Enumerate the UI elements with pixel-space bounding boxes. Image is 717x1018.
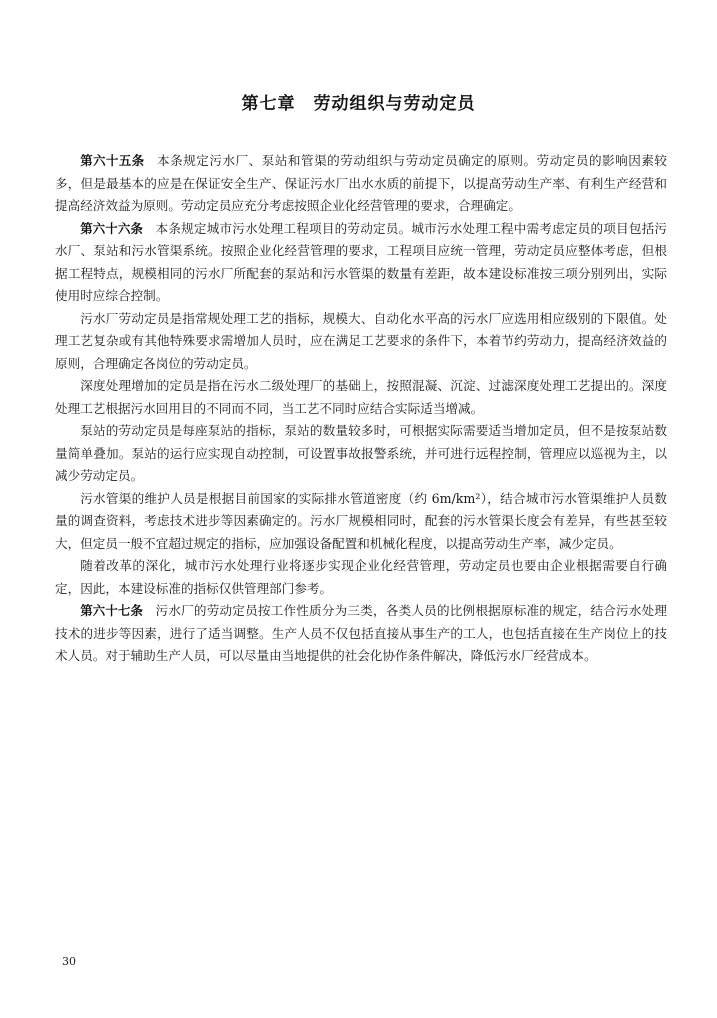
paragraph-text: 本条规定城市污水处理工程项目的劳动定员。城市污水处理工程中需考虑定员的项目包括污水厂、泵站和污水管渠系统。按照企业化经营管理的要求，工程项目应统一管理，劳动定员应整体考虑，但根据工程特点，规模相同的污水厂所配套的泵站和污水管渠的数量有差距，故本建设标准按三项分别列出，实际使用时应综合控制。 xyxy=(55,220,668,303)
paragraph-pipe-maintenance xyxy=(55,488,667,556)
paragraph-text: 污水厂劳动定员是指常规处理工艺的指标，规模大、自动化水平高的污水厂应选用相应级别的下限值。处理工艺复杂或有其他特殊要求需增加人员时，应在满足工艺要求的条件下，本着节约劳动力，提高经济效益的原则，合理确定各岗位的劳动定员。 xyxy=(55,310,667,371)
paragraph-advanced-treatment xyxy=(55,375,667,420)
paragraph-text: 本条规定污水厂、泵站和管渠的劳动组织与劳动定员确定的原则。劳动定员的影响因素较多，但是最基本的应是在保证安全生产、保证污水厂出水水质的前提下，以提高劳动生产率、有利生产经营和提高经济效益为原则。劳动定员应充分考虑按照企业化经营管理的要求，合理确定。 xyxy=(55,153,668,213)
paragraph-text: 污水厂的劳动定员按工作性质分为三类，各类人员的比例根据原标准的规定，结合污水处理技术的进步等因素，进行了适当调整。生产人员不仅包括直接从事生产的工人，也包括直接在生产岗位上的技术人员。对于辅助生产人员，可以尽量由当地提供的社会化协作条件解决，降低污水厂经营成本。 xyxy=(55,603,668,663)
paragraph-plant-staffing xyxy=(55,308,667,376)
paragraph-text: 污水管渠的维护人员是根据目前国家的实际排水管道密度（约 6m/km²），结合城市污水管渠维护人员数量的调查资料，考虑技术进步等因素确定的。污水厂规模相同时，配套的污水管渠长度会有差异，有些甚至较大，但定员一般不宜超过规定的指标，应加强设备配置和机械化程度，以提高劳动生产率，减少定员。 xyxy=(55,490,667,551)
article-label: 第六十五条 xyxy=(80,153,145,168)
article-label: 第六十六条 xyxy=(80,220,144,236)
paragraph-text: 泵站的劳动定员是每座泵站的指标，泵站的数量较多时，可根据实际需要适当增加定员，但不是按泵站数量简单叠加。泵站的运行应实现自动控制，可设置事故报警系统，并可进行远程控制，管理应以巡视为主，以减少劳动定员。 xyxy=(55,423,667,483)
paragraph-article-67 xyxy=(55,600,667,668)
paragraph-text: 随着改革的深化，城市污水处理行业将逐步实现企业化经营管理，劳动定员也要由企业根据需要自行确定，因此，本建设标准的指标仅供管理部门参考。 xyxy=(55,558,667,596)
article-label: 第六十七条 xyxy=(80,603,144,618)
paragraph-text: 深度处理增加的定员是指在污水二级处理厂的基础上，按照混凝、沉淀、过滤深度处理工艺提出的。深度处理工艺根据污水回用目的不同而不同，当工艺不同时应结合实际适当增减。 xyxy=(55,378,667,416)
paragraph-article-66 xyxy=(55,218,667,308)
paragraph-reform xyxy=(55,555,667,600)
page-number: 30 xyxy=(62,955,76,968)
body-text xyxy=(55,150,667,668)
chapter-title: 第七章 劳动组织与劳动定员 xyxy=(241,94,476,114)
paragraph-article-65 xyxy=(55,150,667,218)
paragraph-pump-station xyxy=(55,420,667,488)
